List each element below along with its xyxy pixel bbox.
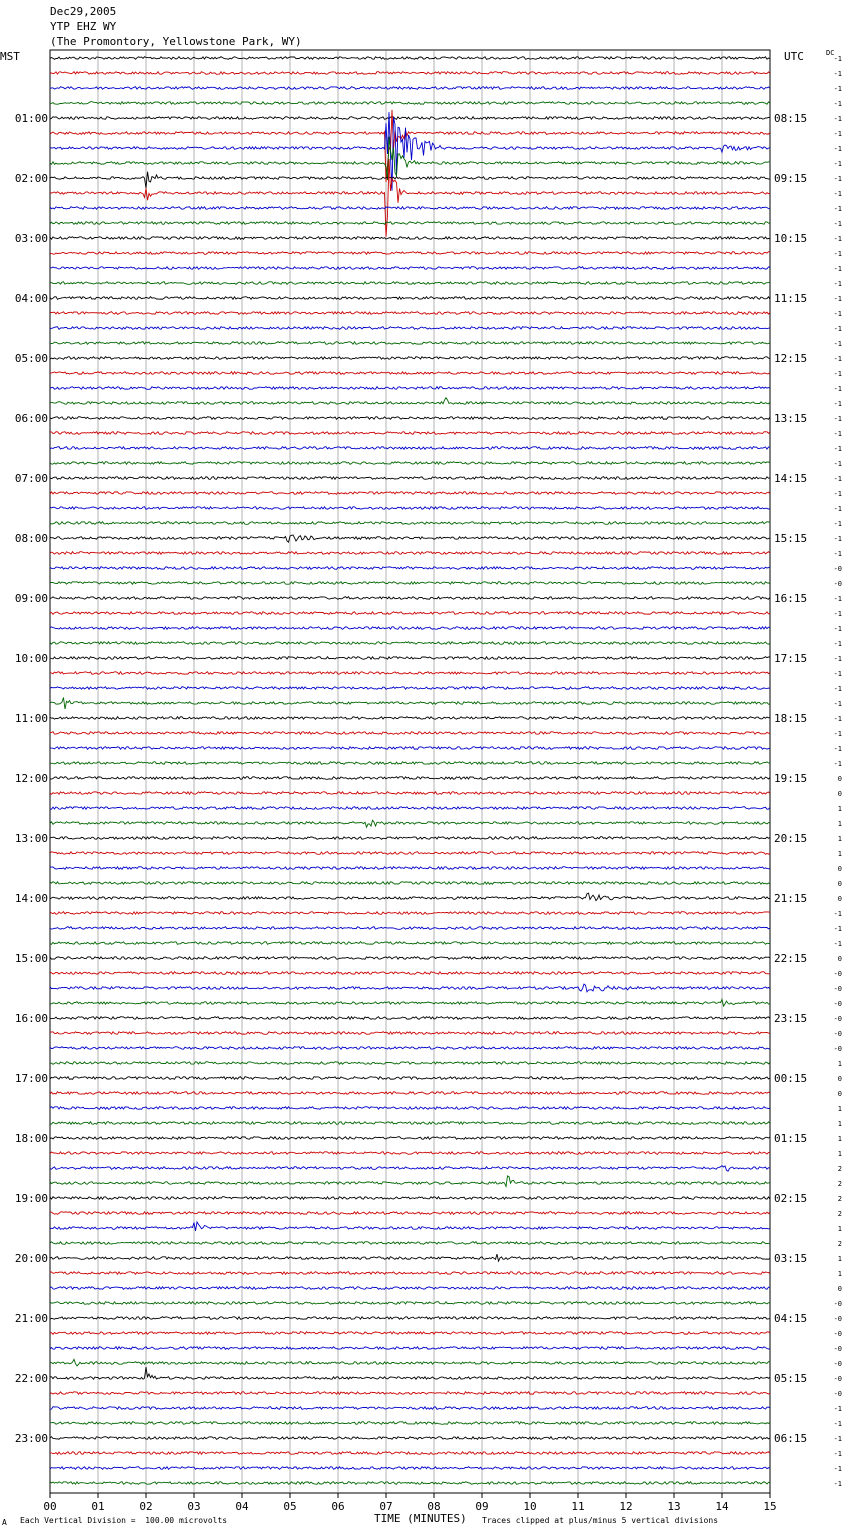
- x-tick-label: 14: [715, 1500, 729, 1513]
- trace-line: [50, 417, 770, 420]
- trace-line: [50, 972, 770, 975]
- dc-offset-label: -0: [833, 565, 842, 573]
- dc-offset-label: 1: [837, 1270, 842, 1278]
- dc-offset-label: -1: [833, 325, 842, 333]
- trace-line: [50, 1317, 770, 1320]
- dc-offset-label: 0: [837, 865, 842, 873]
- right-hour-label: 12:15: [774, 352, 808, 365]
- trace-line: [50, 327, 770, 330]
- trace-line: [50, 535, 770, 542]
- trace-line: [50, 893, 770, 901]
- dc-offset-label: 1: [837, 1255, 842, 1263]
- trace-line: [50, 627, 770, 630]
- dc-offset-label: -1: [833, 685, 842, 693]
- x-tick-label: 05: [283, 1500, 297, 1513]
- left-hour-label: 21:00: [14, 1312, 48, 1325]
- left-hour-label: 15:00: [14, 952, 48, 965]
- dc-offset-label: 2: [837, 1195, 842, 1203]
- right-hour-label: 14:15: [774, 472, 808, 485]
- trace-line: [50, 312, 770, 315]
- dc-offset-label: -0: [833, 1045, 842, 1053]
- trace-line: [50, 882, 770, 885]
- x-tick-label: 11: [571, 1500, 585, 1513]
- dc-offset-label: 1: [837, 805, 842, 813]
- left-hour-label: 07:00: [14, 472, 48, 485]
- left-hour-label: 12:00: [14, 772, 48, 785]
- dc-offset-label: 1: [837, 1120, 842, 1128]
- dc-offset-label: -1: [833, 625, 842, 633]
- dc-offset-label: -1: [833, 430, 842, 438]
- trace-line: [50, 777, 770, 780]
- dc-offset-label: -0: [833, 580, 842, 588]
- dc-offset-label: -1: [833, 745, 842, 753]
- dc-offset-label: -0: [833, 1315, 842, 1323]
- trace-line: [50, 1452, 770, 1455]
- dc-offset-label: -1: [833, 220, 842, 228]
- dc-offset-label: -1: [833, 160, 842, 168]
- right-hour-label: 08:15: [774, 112, 808, 125]
- dc-offset-label: 2: [837, 1165, 842, 1173]
- x-tick-label: 08: [427, 1500, 441, 1513]
- x-axis-label: TIME (MINUTES): [374, 1512, 467, 1525]
- trace-line: [50, 792, 770, 795]
- left-hour-label: 01:00: [14, 112, 48, 125]
- trace-line: [50, 267, 770, 270]
- dc-offset-label: -1: [833, 280, 842, 288]
- left-hour-label: 08:00: [14, 532, 48, 545]
- dc-offset-label: -0: [833, 1300, 842, 1308]
- trace-line: [50, 110, 770, 182]
- trace-line: [50, 1422, 770, 1425]
- trace-line: [50, 207, 770, 210]
- dc-offset-label: 1: [837, 1150, 842, 1158]
- dc-offset-label: -1: [833, 595, 842, 603]
- dc-offset-label: -0: [833, 1345, 842, 1353]
- dc-offset-label: 1: [837, 1105, 842, 1113]
- trace-line: [50, 1482, 770, 1485]
- right-hour-label: 10:15: [774, 232, 808, 245]
- right-hour-label: 05:15: [774, 1372, 808, 1385]
- trace-line: [50, 447, 770, 450]
- dc-offset-label: -0: [833, 1360, 842, 1368]
- header-station: YTP EHZ WY: [50, 20, 117, 33]
- left-hour-label: 02:00: [14, 172, 48, 185]
- trace-line: [50, 762, 770, 765]
- dc-offset-label: -0: [833, 1330, 842, 1338]
- right-hour-label: 23:15: [774, 1012, 808, 1025]
- dc-offset-label: 2: [837, 1240, 842, 1248]
- left-hour-label: 22:00: [14, 1372, 48, 1385]
- trace-line: [50, 1222, 770, 1231]
- trace-line: [50, 717, 770, 720]
- trace-line: [50, 807, 770, 810]
- trace-line: [50, 552, 770, 555]
- trace-line: [50, 102, 770, 105]
- dc-offset-label: 1: [837, 1135, 842, 1143]
- dc-offset-label: -0: [833, 985, 842, 993]
- dc-offset-label: -1: [833, 445, 842, 453]
- trace-line: [50, 927, 770, 930]
- trace-line: [50, 342, 770, 345]
- dc-offset-label: 0: [837, 955, 842, 963]
- trace-line: [50, 252, 770, 255]
- trace-line: [50, 372, 770, 375]
- trace-line: [50, 282, 770, 285]
- trace-line: [50, 1302, 770, 1305]
- trace-line: [50, 999, 770, 1006]
- dc-offset-label: -1: [833, 550, 842, 558]
- left-hour-label: 16:00: [14, 1012, 48, 1025]
- x-tick-label: 12: [619, 1500, 633, 1513]
- trace-line: [50, 1176, 770, 1187]
- dc-offset-label: -1: [833, 385, 842, 393]
- trace-line: [50, 1197, 770, 1200]
- left-hour-label: 17:00: [14, 1072, 48, 1085]
- scale-note: Each Vertical Division = 100.00 microvolts: [20, 1516, 228, 1525]
- dc-offset-label: -1: [833, 415, 842, 423]
- dc-offset-label: 2: [837, 1180, 842, 1188]
- dc-offset-label: 0: [837, 1285, 842, 1293]
- trace-line: [50, 642, 770, 645]
- trace-line: [50, 398, 770, 405]
- dc-offset-label: -0: [833, 1375, 842, 1383]
- x-tick-label: 00: [43, 1500, 57, 1513]
- trace-line: [50, 657, 770, 660]
- trace-line: [50, 1272, 770, 1275]
- x-tick-label: 01: [91, 1500, 105, 1513]
- dc-offset-label: -1: [833, 175, 842, 183]
- left-hour-label: 05:00: [14, 352, 48, 365]
- dc-offset-label: -1: [833, 490, 842, 498]
- dc-offset-label: -1: [833, 205, 842, 213]
- dc-offset-label: 1: [837, 835, 842, 843]
- trace-line: [50, 1467, 770, 1470]
- right-hour-label: 20:15: [774, 832, 808, 845]
- dc-offset-label: -1: [833, 70, 842, 78]
- left-hour-label: 04:00: [14, 292, 48, 305]
- corner-mark: A: [2, 1518, 7, 1527]
- dc-offset-label: -1: [833, 100, 842, 108]
- trace-line: [50, 1254, 770, 1261]
- dc-offset-label: 0: [837, 1090, 842, 1098]
- dc-offset-label: -1: [833, 700, 842, 708]
- trace-line: [50, 942, 770, 945]
- trace-line: [50, 1332, 770, 1335]
- left-hour-label: 14:00: [14, 892, 48, 905]
- left-hour-label: 09:00: [14, 592, 48, 605]
- dc-offset-label: -0: [833, 1015, 842, 1023]
- dc-offset-label: -1: [833, 1435, 842, 1443]
- trace-line: [50, 1392, 770, 1395]
- right-hour-label: 03:15: [774, 1252, 808, 1265]
- x-tick-label: 06: [331, 1500, 345, 1513]
- trace-line: [50, 357, 770, 360]
- trace-line: [50, 957, 770, 960]
- trace-line: [50, 747, 770, 750]
- dc-offset-label: -1: [833, 250, 842, 258]
- right-hour-label: 11:15: [774, 292, 808, 305]
- dc-offset-label: -1: [833, 85, 842, 93]
- trace-line: [50, 222, 770, 225]
- dc-offset-label: 0: [837, 775, 842, 783]
- x-tick-label: 15: [763, 1500, 777, 1513]
- dc-offset-label: -1: [833, 670, 842, 678]
- dc-offset-label: -1: [833, 1405, 842, 1413]
- dc-offset-label: -1: [833, 520, 842, 528]
- dc-offset-label: -1: [833, 130, 842, 138]
- x-tick-label: 13: [667, 1500, 681, 1513]
- x-tick-label: 03: [187, 1500, 201, 1513]
- x-tick-label: 10: [523, 1500, 537, 1513]
- right-hour-label: 16:15: [774, 592, 808, 605]
- dc-offset-label: -1: [833, 190, 842, 198]
- left-hour-label: 19:00: [14, 1192, 48, 1205]
- dc-offset-label: -1: [833, 115, 842, 123]
- dc-offset-label: -1: [833, 460, 842, 468]
- trace-line: [50, 1437, 770, 1440]
- dc-offset-label: 0: [837, 895, 842, 903]
- trace-line: [50, 159, 770, 237]
- trace-line: [50, 867, 770, 870]
- dc-offset-label: -1: [833, 235, 842, 243]
- trace-line: [50, 1122, 770, 1125]
- trace-line: [50, 687, 770, 690]
- trace-line: [50, 1407, 770, 1410]
- dc-offset-label: 2: [837, 1210, 842, 1218]
- x-tick-label: 07: [379, 1500, 393, 1513]
- dc-offset-label: -1: [833, 55, 842, 63]
- left-hour-label: 10:00: [14, 652, 48, 665]
- right-hour-label: 21:15: [774, 892, 808, 905]
- trace-line: [50, 672, 770, 675]
- left-hour-label: 13:00: [14, 832, 48, 845]
- trace-line: [50, 507, 770, 510]
- trace-line: [50, 1347, 770, 1350]
- dc-offset-label: -1: [833, 910, 842, 918]
- trace-line: [50, 597, 770, 600]
- trace-line: [50, 1077, 770, 1080]
- trace-line: [50, 612, 770, 615]
- right-hour-label: 13:15: [774, 412, 808, 425]
- trace-line: [50, 1367, 770, 1379]
- trace-line: [50, 732, 770, 735]
- x-tick-label: 02: [139, 1500, 153, 1513]
- trace-line: [50, 477, 770, 480]
- trace-line: [50, 1212, 770, 1215]
- right-hour-label: 17:15: [774, 652, 808, 665]
- left-hour-label: 23:00: [14, 1432, 48, 1445]
- dc-offset-label: 1: [837, 850, 842, 858]
- clip-note: Traces clipped at plus/minus 5 vertical divisions: [482, 1516, 719, 1525]
- left-hour-label: 11:00: [14, 712, 48, 725]
- dc-offset-label: -1: [833, 505, 842, 513]
- trace-line: [50, 1359, 770, 1366]
- right-hour-label: 04:15: [774, 1312, 808, 1325]
- dc-offset-label: -1: [833, 265, 842, 273]
- right-hour-label: 09:15: [774, 172, 808, 185]
- left-hour-label: 20:00: [14, 1252, 48, 1265]
- dc-label: DC: [826, 49, 835, 57]
- dc-offset-label: 0: [837, 790, 842, 798]
- trace-line: [50, 237, 770, 240]
- dc-offset-label: -1: [833, 655, 842, 663]
- trace-line: [50, 1047, 770, 1050]
- dc-offset-label: -1: [833, 145, 842, 153]
- dc-offset-label: -1: [833, 295, 842, 303]
- trace-line: [50, 1092, 770, 1095]
- right-hour-label: 15:15: [774, 532, 808, 545]
- trace-line: [50, 1107, 770, 1110]
- right-timezone-label: UTC: [784, 50, 804, 63]
- right-hour-label: 19:15: [774, 772, 808, 785]
- right-hour-label: 06:15: [774, 1432, 808, 1445]
- trace-line: [50, 912, 770, 915]
- dc-offset-label: -0: [833, 1030, 842, 1038]
- left-hour-label: 06:00: [14, 412, 48, 425]
- trace-line: [50, 462, 770, 465]
- trace-line: [50, 1287, 770, 1290]
- trace-line: [50, 72, 770, 75]
- x-tick-label: 09: [475, 1500, 489, 1513]
- trace-line: [50, 984, 770, 992]
- dc-offset-label: -1: [833, 400, 842, 408]
- trace-line: [50, 567, 770, 570]
- dc-offset-label: -1: [833, 340, 842, 348]
- left-hour-label: 03:00: [14, 232, 48, 245]
- dc-offset-label: -1: [833, 310, 842, 318]
- dc-offset-label: -1: [833, 610, 842, 618]
- left-hour-label: 18:00: [14, 1132, 48, 1145]
- trace-line: [50, 117, 770, 120]
- trace-line: [50, 698, 770, 710]
- dc-offset-label: 0: [837, 880, 842, 888]
- trace-line: [50, 820, 770, 827]
- dc-offset-label: -1: [833, 1465, 842, 1473]
- trace-line: [50, 57, 770, 60]
- trace-line: [50, 522, 770, 525]
- trace-line: [50, 837, 770, 840]
- right-hour-label: 22:15: [774, 952, 808, 965]
- trace-line: [50, 582, 770, 585]
- trace-line: [50, 432, 770, 435]
- header-location: (The Promontory, Yellowstone Park, WY): [50, 35, 302, 48]
- dc-offset-label: -1: [833, 940, 842, 948]
- dc-offset-label: -1: [833, 475, 842, 483]
- dc-offset-label: -0: [833, 970, 842, 978]
- dc-offset-label: -1: [833, 535, 842, 543]
- dc-offset-label: -1: [833, 1480, 842, 1488]
- x-tick-label: 04: [235, 1500, 249, 1513]
- trace-line: [50, 87, 770, 90]
- trace-line: [50, 1032, 770, 1035]
- dc-offset-label: -0: [833, 1000, 842, 1008]
- trace-line: [50, 1062, 770, 1065]
- dc-offset-label: -1: [833, 760, 842, 768]
- left-timezone-label: MST: [0, 50, 20, 63]
- dc-offset-label: 1: [837, 820, 842, 828]
- right-hour-label: 01:15: [774, 1132, 808, 1145]
- dc-offset-label: -1: [833, 640, 842, 648]
- trace-line: [50, 1152, 770, 1155]
- trace-line: [50, 387, 770, 390]
- dc-offset-label: -1: [833, 1420, 842, 1428]
- trace-line: [50, 172, 770, 189]
- dc-offset-label: -1: [833, 370, 842, 378]
- trace-line: [50, 1137, 770, 1140]
- dc-offset-label: -1: [833, 355, 842, 363]
- trace-line: [50, 1242, 770, 1245]
- dc-offset-label: 0: [837, 1075, 842, 1083]
- header-date: Dec29,2005: [50, 5, 117, 18]
- dc-offset-label: 1: [837, 1060, 842, 1068]
- trace-line: [50, 297, 770, 300]
- dc-offset-label: 1: [837, 1225, 842, 1233]
- dc-offset-label: -1: [833, 715, 842, 723]
- dc-offset-label: -0: [833, 1390, 842, 1398]
- right-hour-label: 18:15: [774, 712, 808, 725]
- trace-line: [50, 492, 770, 495]
- trace-line: [50, 852, 770, 855]
- right-hour-label: 02:15: [774, 1192, 808, 1205]
- dc-offset-label: -1: [833, 1450, 842, 1458]
- trace-line: [50, 1166, 770, 1172]
- trace-line: [50, 1017, 770, 1020]
- dc-offset-label: -1: [833, 925, 842, 933]
- dc-offset-label: -1: [833, 730, 842, 738]
- right-hour-label: 00:15: [774, 1072, 808, 1085]
